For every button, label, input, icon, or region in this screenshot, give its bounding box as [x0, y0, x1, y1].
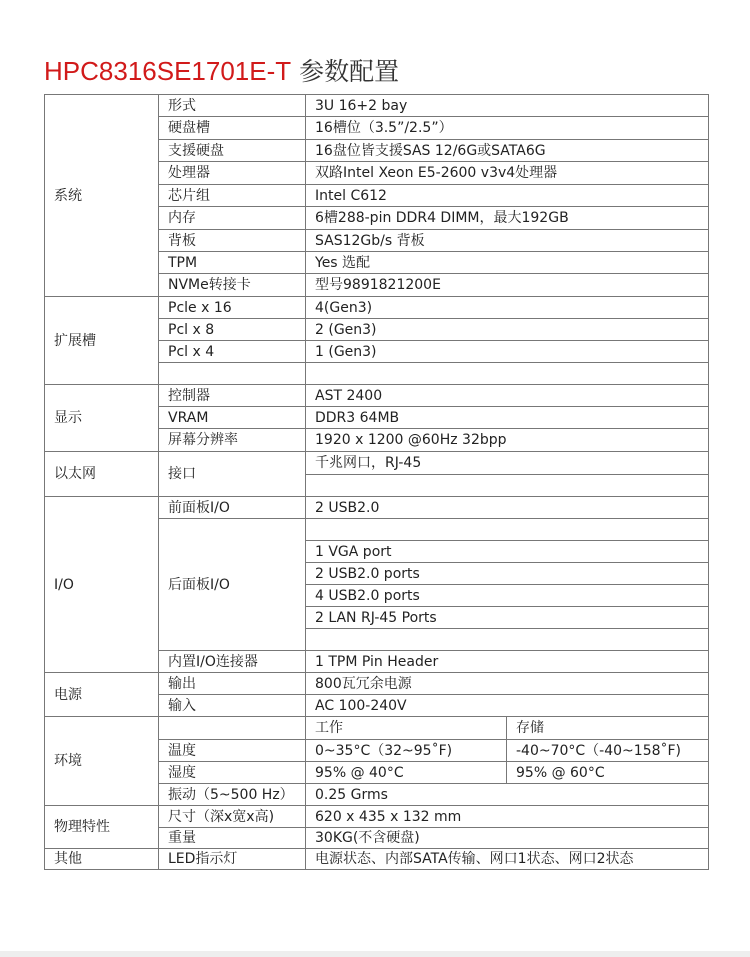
spec-value: 95% @ 60°C: [507, 762, 709, 784]
spec-key: 内存: [159, 207, 306, 230]
spec-value: Intel C612: [306, 185, 709, 207]
category-environment: 环境: [45, 717, 159, 806]
spec-value: AST 2400: [306, 385, 709, 407]
table-row: [45, 497, 709, 519]
table-row: [45, 717, 709, 740]
title-suffix: 参数配置: [291, 57, 400, 86]
spec-value: 双路Intel Xeon E5-2600 v3v4处理器: [306, 162, 709, 185]
category-power: 电源: [45, 673, 159, 717]
table-row: [45, 806, 709, 828]
spec-key: 芯片组: [159, 185, 306, 207]
spec-key: LED指示灯: [159, 849, 306, 870]
spec-value: 800瓦冗余电源: [306, 673, 709, 695]
spec-value: 4(Gen3): [306, 297, 709, 319]
spec-value: 620 x 435 x 132 mm: [306, 806, 709, 828]
spec-value: 1 TPM Pin Header: [306, 651, 709, 673]
spec-value: -40~70°C（-40~158˚F): [507, 740, 709, 762]
table-row: [45, 297, 709, 319]
empty-cell: [306, 363, 709, 385]
spec-value: AC 100-240V: [306, 695, 709, 717]
column-header-work: 工作: [306, 717, 507, 740]
spec-key: 支援硬盘: [159, 140, 306, 162]
spec-key: 重量: [159, 828, 306, 849]
spec-key: VRAM: [159, 407, 306, 429]
category-display: 显示: [45, 385, 159, 452]
spec-key: 处理器: [159, 162, 306, 185]
spec-value: 2 (Gen3): [306, 319, 709, 341]
table-row: [45, 849, 709, 870]
category-expansion: 扩展槽: [45, 297, 159, 385]
spec-key: 温度: [159, 740, 306, 762]
spec-value: DDR3 64MB: [306, 407, 709, 429]
spec-key: 振动（5~500 Hz）: [159, 784, 306, 806]
empty-cell: [159, 363, 306, 385]
spec-key: 形式: [159, 95, 306, 117]
page-title: [44, 56, 399, 87]
empty-cell: [306, 519, 709, 541]
table-row: [45, 452, 709, 475]
table-row: [45, 95, 709, 117]
spec-value: 16盘位皆支援SAS 12/6G或SATA6G: [306, 140, 709, 162]
column-header-storage: 存储: [507, 717, 709, 740]
spec-key: 尺寸（深x宽x高): [159, 806, 306, 828]
spec-key: NVMe转接卡: [159, 274, 306, 297]
spec-value: 30KG(不含硬盘): [306, 828, 709, 849]
table-row: [45, 673, 709, 695]
spec-value: 95% @ 40°C: [306, 762, 507, 784]
spec-key: 屏幕分辨率: [159, 429, 306, 452]
spec-value: 1 (Gen3): [306, 341, 709, 363]
spec-key: 后面板I/O: [159, 519, 306, 651]
spec-key: 背板: [159, 230, 306, 252]
spec-value: 1 VGA port: [306, 541, 709, 563]
spec-key: 控制器: [159, 385, 306, 407]
table-row: [45, 385, 709, 407]
spec-value: 2 USB2.0 ports: [306, 563, 709, 585]
spec-table: [44, 94, 709, 870]
spec-value: 电源状态、内部SATA传输、网口1状态、网口2状态: [306, 849, 709, 870]
spec-key: 硬盘槽: [159, 117, 306, 140]
bottom-bar: [0, 951, 750, 957]
spec-key: 湿度: [159, 762, 306, 784]
category-system: 系统: [45, 95, 159, 297]
spec-key: 输出: [159, 673, 306, 695]
spec-value: 2 LAN RJ-45 Ports: [306, 607, 709, 629]
spec-value: 4 USB2.0 ports: [306, 585, 709, 607]
spec-value: 1920 x 1200 @60Hz 32bpp: [306, 429, 709, 452]
spec-key: TPM: [159, 252, 306, 274]
spec-value: 0.25 Grms: [306, 784, 709, 806]
spec-value: 型号9891821200E: [306, 274, 709, 297]
spec-value: 2 USB2.0: [306, 497, 709, 519]
spec-value: SAS12Gb/s 背板: [306, 230, 709, 252]
spec-key: 内置I/O连接器: [159, 651, 306, 673]
spec-key: Pcl x 4: [159, 341, 306, 363]
spec-value: Yes 选配: [306, 252, 709, 274]
empty-cell: [159, 717, 306, 740]
model-name: HPC8316SE1701E-T: [44, 56, 292, 86]
empty-cell: [306, 475, 709, 497]
spec-value: 0~35°C（32~95˚F): [306, 740, 507, 762]
spec-key: Pcle x 16: [159, 297, 306, 319]
spec-value: 6槽288-pin DDR4 DIMM，最大192GB: [306, 207, 709, 230]
empty-cell: [306, 629, 709, 651]
spec-value: 3U 16+2 bay: [306, 95, 709, 117]
spec-value: 16槽位（3.5”/2.5”）: [306, 117, 709, 140]
category-io: I/O: [45, 497, 159, 673]
category-other: 其他: [45, 849, 159, 870]
spec-value: 千兆网口，RJ-45: [306, 452, 709, 475]
spec-key: 输入: [159, 695, 306, 717]
spec-key: 接口: [159, 452, 306, 497]
category-physical: 物理特性: [45, 806, 159, 849]
spec-key: 前面板I/O: [159, 497, 306, 519]
spec-key: Pcl x 8: [159, 319, 306, 341]
category-ethernet: 以太网: [45, 452, 159, 497]
